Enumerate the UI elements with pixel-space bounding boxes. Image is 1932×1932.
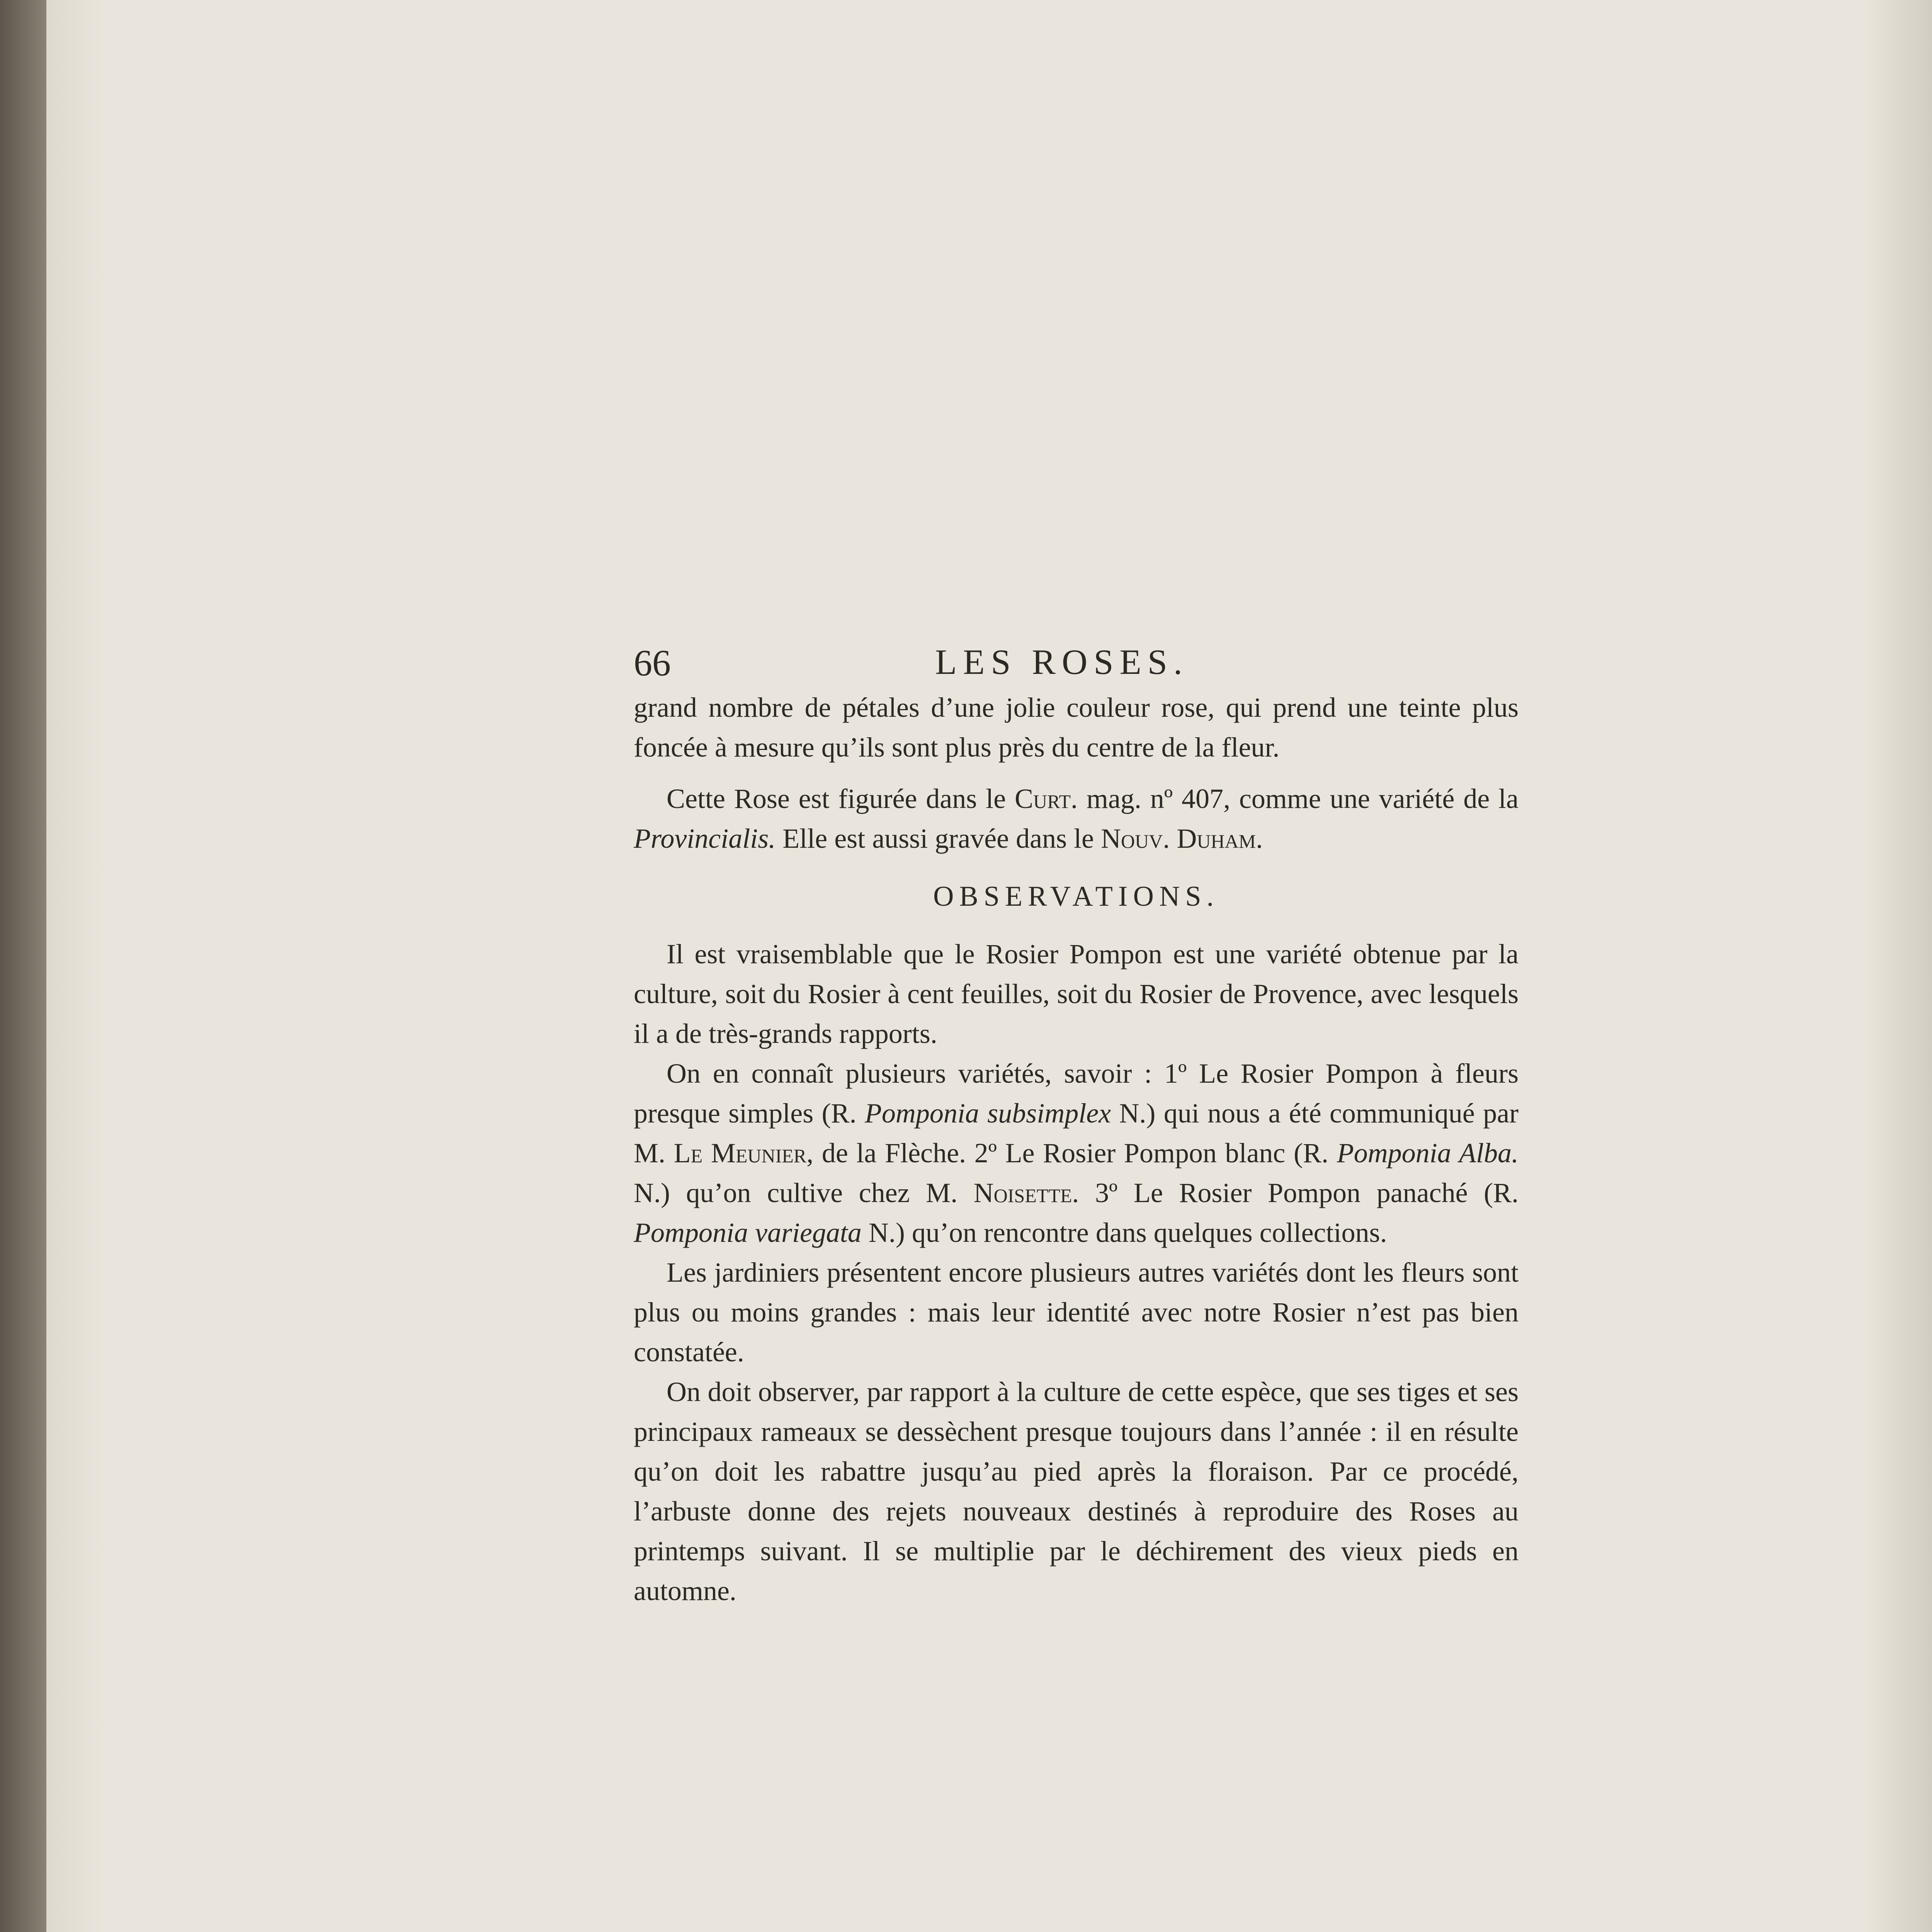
page-edge-left — [0, 0, 46, 1932]
species-alba: Pomponia Alba. — [1337, 1138, 1519, 1168]
running-head — [634, 641, 1519, 688]
text-run: N.) qu’on rencontre dans quelques collections. — [861, 1217, 1387, 1248]
paragraph-figure-reference — [634, 779, 1519, 859]
text-run: N.) qui nous a été communiqué par M. — [634, 1098, 1519, 1168]
citation-nouv-duham: Nouv. Duham — [1101, 823, 1256, 854]
running-title: LES ROSES. — [935, 642, 1189, 682]
text-run: . — [1256, 823, 1263, 854]
text-run: . mag. nº 407, comme une variété de la — [1071, 783, 1519, 814]
species-provincialis: Provincialis. — [634, 823, 776, 854]
text-block — [634, 641, 1519, 1611]
person-le-meunier: Le Meunier — [673, 1138, 807, 1168]
species-subsimplex: Pomponia subsimplex — [864, 1098, 1111, 1129]
paragraph-continuation: grand nombre de pétales d’une jolie couleur rose, qui prend une teinte plus foncée à mesure qu’ils sont plus près du centre de la fleur. — [634, 692, 1519, 763]
species-variegata: Pomponia variegata — [634, 1217, 862, 1248]
text-run: N.) qu’on cultive chez M. — [634, 1177, 974, 1208]
citation-curt: Curt — [1015, 783, 1071, 814]
text-run: , de la Flèche. 2º Le Rosier Pompon blanc (R. — [806, 1138, 1337, 1168]
text-run: Elle est aussi gravée dans le — [776, 823, 1101, 854]
paragraph-observation-3: Les jardiniers présentent encore plusieurs autres variétés dont les fleurs sont plus ou moins grandes : mais leur identité avec notre Rosier n’est pas bien constatée. — [634, 1257, 1519, 1367]
text-run: On en connaît plusieurs variétés, savoir : 1º Le Rosier Pompon à fleurs presque simples (R. — [634, 1058, 1519, 1129]
paragraph-observation-2 — [634, 1054, 1519, 1253]
section-heading: OBSERVATIONS. — [933, 881, 1219, 912]
text-run: . 3º Le Rosier Pompon panaché (R. — [1072, 1177, 1519, 1208]
text-run: Cette Rose est figurée dans le — [667, 783, 1015, 814]
page-number: 66 — [634, 642, 671, 684]
person-noisette: Noisette — [973, 1177, 1072, 1208]
paragraph-observation-1: Il est vraisemblable que le Rosier Pompon est une variété obtenue par la culture, soit du Rosier à cent feuilles, soit du Rosier de Provence, avec lesquels il a de très-grands rapports. — [634, 939, 1519, 1049]
paragraph-observation-4: On doit observer, par rapport à la culture de cette espèce, que ses tiges et ses principaux rameaux se dessèchent presque toujours dans l’année : il en résulte qu’on doit les rabattre jusqu’au pied après la floraison. Par ce procédé, l’arbuste donne des rejets nouveaux destinés à reproduire des Roses au printemps suivant. Il se multiplie par le déchirement des vieux pieds en automne. — [634, 1376, 1519, 1606]
